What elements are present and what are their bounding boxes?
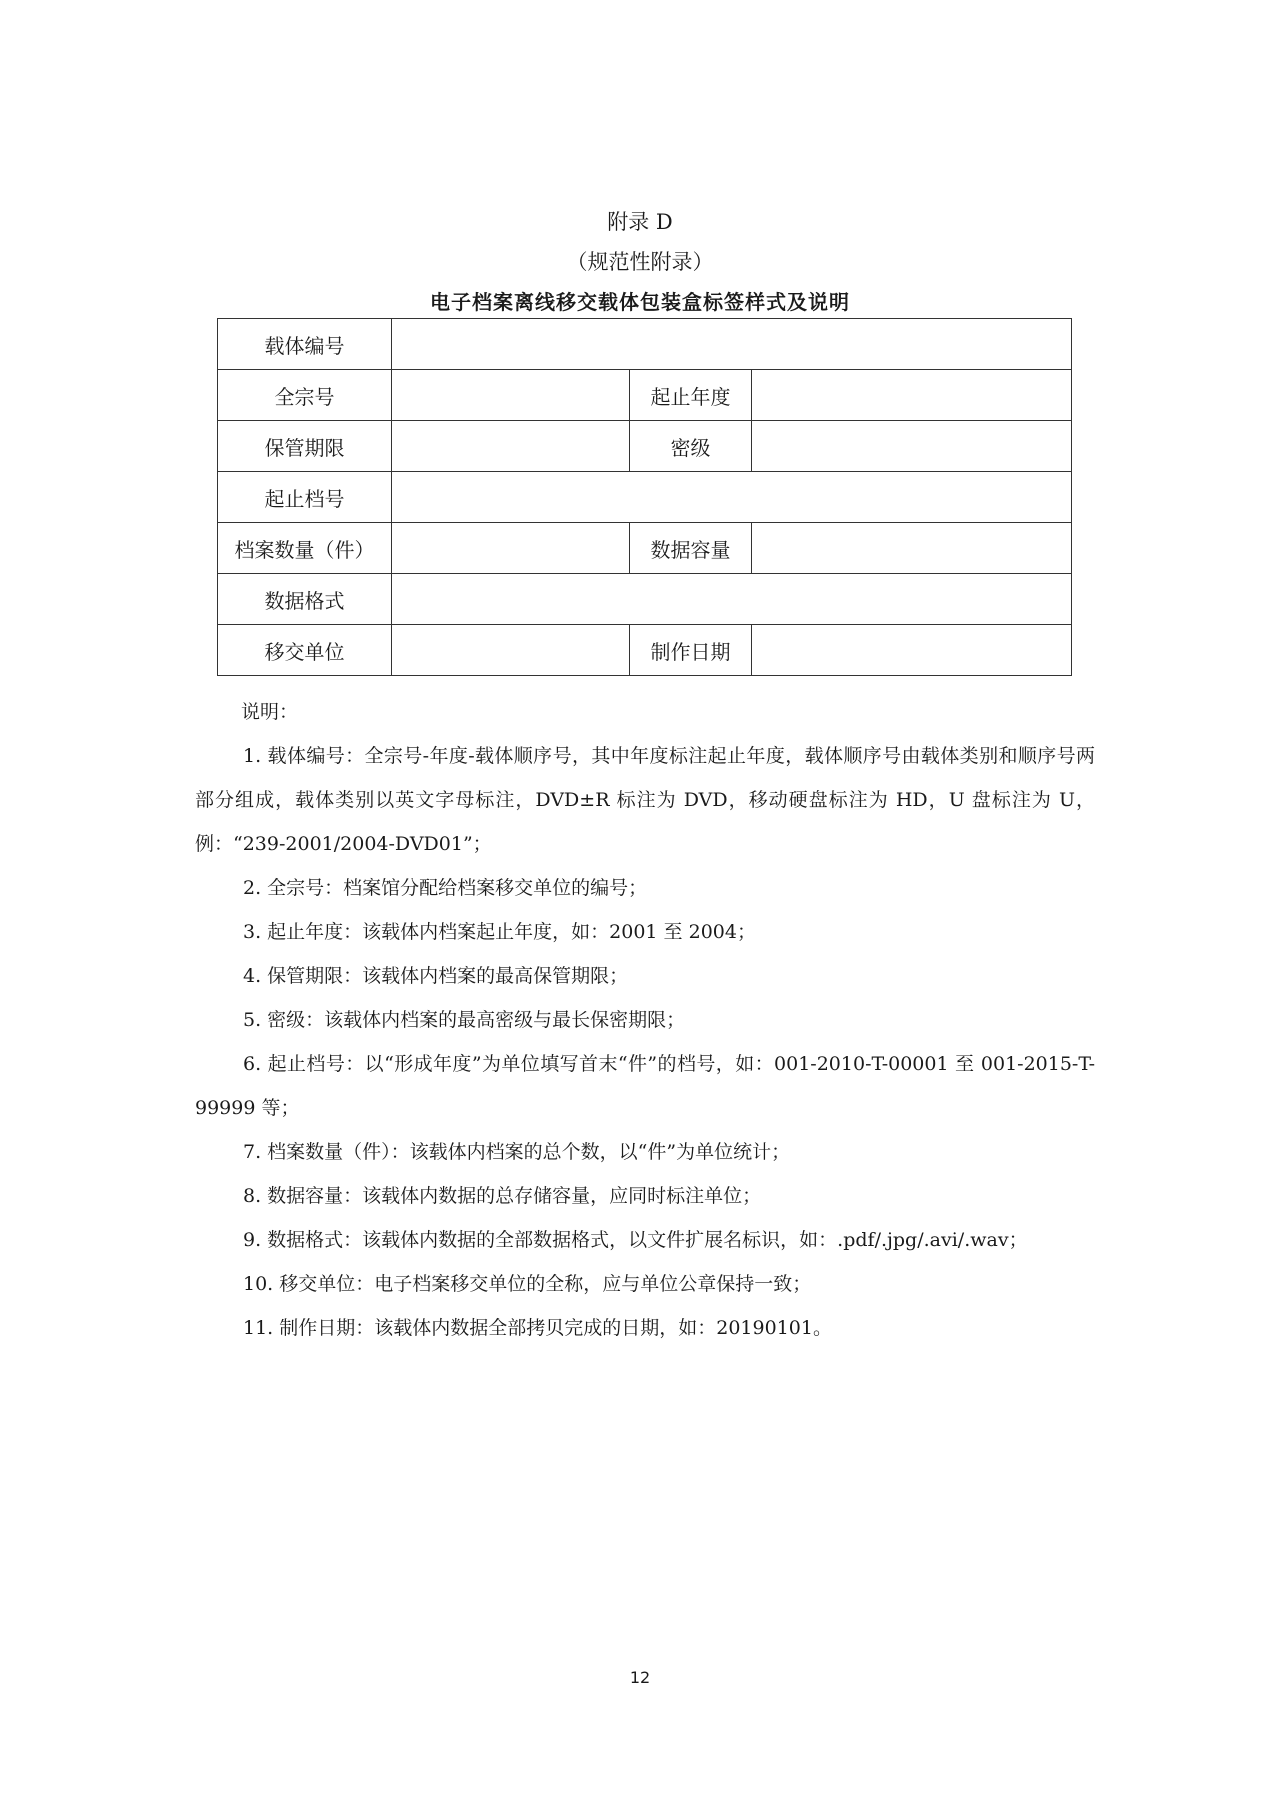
label-cell-security: 密级: [630, 421, 752, 472]
value-cell-fonds-no: [392, 370, 630, 421]
table-row: [218, 574, 1072, 625]
value-cell-made-date: [752, 625, 1072, 676]
note-item: 2. 全宗号：档案馆分配给档案移交单位的编号；: [243, 877, 648, 899]
label-cell-archive-no-range: 起止档号: [218, 472, 392, 523]
document-title: 电子档案离线移交载体包装盒标签样式及说明: [430, 290, 850, 314]
value-cell-retention: [392, 421, 630, 472]
table-row: [218, 370, 1072, 421]
note-item: 4. 保管期限：该载体内档案的最高保管期限；: [243, 965, 629, 987]
value-cell-count: [392, 523, 630, 574]
notes-header: 说明：: [241, 701, 299, 723]
label-cell-fonds-no: 全宗号: [218, 370, 392, 421]
note-item: 8. 数据容量：该载体内数据的总存储容量，应同时标注单位；: [243, 1185, 762, 1207]
value-cell-format: [392, 574, 1072, 625]
table-row: [218, 472, 1072, 523]
label-cell-count: 档案数量（件）: [218, 523, 392, 574]
note-item: 7. 档案数量（件）：该载体内档案的总个数，以“件”为单位统计；: [243, 1141, 791, 1163]
note-item: 5. 密级：该载体内档案的最高密级与最长保密期限；: [243, 1009, 686, 1031]
note-item: 10. 移交单位：电子档案移交单位的全称，应与单位公章保持一致；: [243, 1273, 812, 1295]
value-cell-archive-no-range: [392, 472, 1072, 523]
note-item: 11. 制作日期：该载体内数据全部拷贝完成的日期，如：20190101。: [243, 1317, 832, 1339]
note-item: 1. 载体编号：全宗号-年度-载体顺序号，其中年度标注起止年度，载体顺序号由载体类别和顺序号两部分组成，载体类别以英文字母标注，DVD±R 标注为 DVD，移动硬盘标注为 HD，U 盘标注为 U，例：“239-2001/2004-DVD01”；: [195, 745, 1095, 855]
value-cell-carrier-no: [392, 319, 1072, 370]
value-cell-capacity: [752, 523, 1072, 574]
table-row: [218, 421, 1072, 472]
value-cell-transfer-unit: [392, 625, 630, 676]
label-cell-format: 数据格式: [218, 574, 392, 625]
label-cell-retention: 保管期限: [218, 421, 392, 472]
table-row: [218, 319, 1072, 370]
value-cell-year-range: [752, 370, 1072, 421]
value-cell-security: [752, 421, 1072, 472]
note-item: 9. 数据格式：该载体内数据的全部数据格式，以文件扩展名标识，如：.pdf/.jpg/.avi/.wav；: [243, 1229, 1028, 1251]
label-cell-made-date: 制作日期: [630, 625, 752, 676]
label-cell-transfer-unit: 移交单位: [218, 625, 392, 676]
label-table: [217, 318, 1072, 676]
appendix-heading: 附录 D: [607, 210, 673, 234]
label-cell-carrier-no: 载体编号: [218, 319, 392, 370]
table-row: [218, 625, 1072, 676]
page-number: 12: [629, 1668, 651, 1687]
note-item: 6. 起止档号：以“形成年度”为单位填写首末“件”的档号，如：001-2010-T-00001 至 001-2015-T-99999 等；: [195, 1053, 1095, 1119]
note-item: 3. 起止年度：该载体内档案起止年度，如：2001 至 2004；: [243, 921, 756, 943]
notes-section: [195, 690, 1095, 1350]
label-cell-capacity: 数据容量: [630, 523, 752, 574]
normative-subheading: （规范性附录）: [566, 250, 714, 274]
table-row: [218, 523, 1072, 574]
label-cell-year-range: 起止年度: [630, 370, 752, 421]
